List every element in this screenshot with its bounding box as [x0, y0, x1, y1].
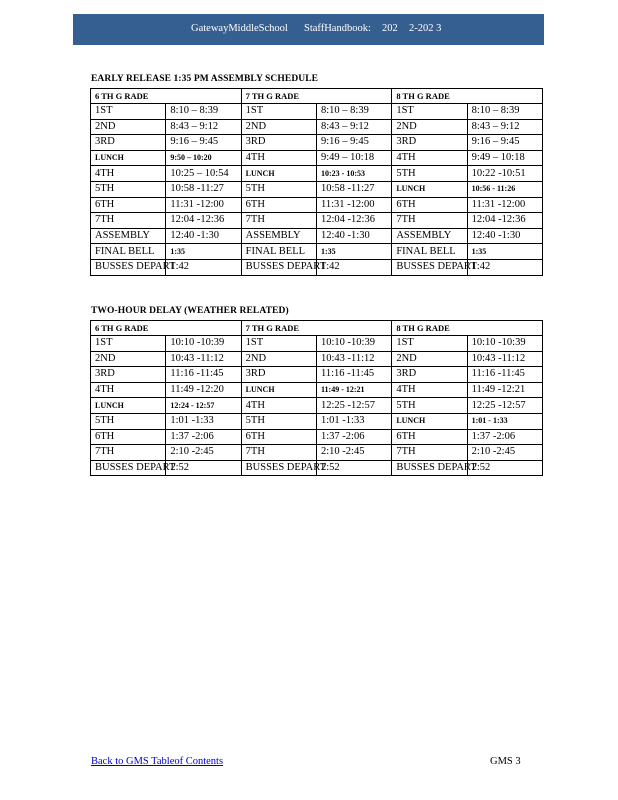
period-label: 1ST: [241, 104, 316, 120]
schedule-row: [91, 135, 543, 151]
period-time: 9:16 – 9:45: [316, 135, 391, 151]
schedule-row: [91, 445, 543, 461]
period-label: 5TH: [91, 181, 166, 197]
handbook-label: StaffHandbook:: [304, 23, 371, 34]
period-time: 9:49 – 10:18: [467, 150, 542, 166]
period-label: FINAL BELL: [241, 244, 316, 260]
period-time: 1:42: [467, 259, 542, 275]
schedule-row: [91, 213, 543, 229]
period-label: 2ND: [392, 119, 467, 135]
period-time: 10:43 -11:12: [467, 351, 542, 367]
period-label: 4TH: [241, 150, 316, 166]
period-time: 10:56 - 11:26: [467, 181, 542, 197]
period-label: 1ST: [91, 104, 166, 120]
period-time: 10:10 -10:39: [316, 336, 391, 352]
period-time: 10:43 -11:12: [316, 351, 391, 367]
schedule-row: [91, 351, 543, 367]
period-time: 1:37 -2:06: [467, 429, 542, 445]
period-label: BUSSES DEPART: [241, 259, 316, 275]
period-label: FINAL BELL: [91, 244, 166, 260]
period-time: 11:31 -12:00: [467, 197, 542, 213]
period-time: 11:49 -12:20: [166, 382, 241, 398]
period-time: 11:49 - 12:21: [316, 382, 391, 398]
period-label: 1ST: [241, 336, 316, 352]
period-label: 7TH: [91, 213, 166, 229]
period-label: 2ND: [392, 351, 467, 367]
period-time: 1:42: [166, 259, 241, 275]
period-time: 10:25 – 10:54: [166, 166, 241, 182]
schedule-row: [91, 197, 543, 213]
schedule-row: [91, 336, 543, 352]
period-time: 8:10 – 8:39: [166, 104, 241, 120]
period-label: LUNCH: [91, 150, 166, 166]
year-part-a: 202: [382, 23, 398, 34]
period-label: BUSSES DEPART: [241, 460, 316, 476]
period-time: 1:01 -1:33: [166, 413, 241, 429]
period-time: 12:40 -1:30: [467, 228, 542, 244]
period-label: LUNCH: [392, 181, 467, 197]
early-release-title: EARLY RELEASE 1:35 PM ASSEMBLY SCHEDULE: [91, 74, 319, 84]
period-label: 6TH: [91, 197, 166, 213]
period-label: 2ND: [91, 119, 166, 135]
period-time: 10:23 - 10:53: [316, 166, 391, 182]
period-label: LUNCH: [91, 398, 166, 414]
period-label: 5TH: [392, 398, 467, 414]
schedule-row: [91, 398, 543, 414]
grade-header: 7 TH G RADE: [241, 89, 392, 104]
page-header-bar: [73, 14, 544, 45]
period-label: 5TH: [91, 413, 166, 429]
period-time: 11:16 -11:45: [166, 367, 241, 383]
period-label: ASSEMBLY: [241, 228, 316, 244]
period-time: 9:16 – 9:45: [166, 135, 241, 151]
period-label: 3RD: [241, 135, 316, 151]
period-label: 3RD: [392, 135, 467, 151]
schedule-row: [91, 460, 543, 476]
period-label: 1ST: [91, 336, 166, 352]
schedule-row: [91, 104, 543, 120]
period-label: 3RD: [392, 367, 467, 383]
schedule-row: [91, 382, 543, 398]
two-hour-delay-title: TWO-HOUR DELAY (WEATHER RELATED): [91, 306, 289, 316]
period-time: 12:25 -12:57: [316, 398, 391, 414]
schedule-row: [91, 166, 543, 182]
period-label: ASSEMBLY: [392, 228, 467, 244]
period-label: 4TH: [392, 382, 467, 398]
period-time: 12:24 - 12:57: [166, 398, 241, 414]
schedule-row: [91, 181, 543, 197]
period-label: 3RD: [241, 367, 316, 383]
period-time: 12:40 -1:30: [316, 228, 391, 244]
period-time: 11:16 -11:45: [316, 367, 391, 383]
schedule-row: [91, 119, 543, 135]
period-label: BUSSES DEPART: [392, 460, 467, 476]
period-time: 12:25 -12:57: [467, 398, 542, 414]
period-time: 10:10 -10:39: [467, 336, 542, 352]
period-time: 9:50 – 10:20: [166, 150, 241, 166]
period-time: 1:35: [467, 244, 542, 260]
period-time: 1:35: [166, 244, 241, 260]
period-label: 4TH: [91, 382, 166, 398]
period-time: 1:42: [316, 259, 391, 275]
period-label: BUSSES DEPART: [392, 259, 467, 275]
schedule-row: [91, 367, 543, 383]
school-name: GatewayMiddleSchool: [191, 23, 288, 34]
grade-header: 7 TH G RADE: [241, 321, 392, 336]
period-label: 4TH: [241, 398, 316, 414]
period-time: 9:49 – 10:18: [316, 150, 391, 166]
period-label: 7TH: [91, 445, 166, 461]
two-hour-delay-table: [90, 320, 543, 476]
period-label: 7TH: [392, 213, 467, 229]
period-label: LUNCH: [241, 166, 316, 182]
period-label: 1ST: [392, 336, 467, 352]
period-time: 11:16 -11:45: [467, 367, 542, 383]
period-time: 8:43 – 9:12: [316, 119, 391, 135]
period-label: 7TH: [241, 213, 316, 229]
period-label: LUNCH: [241, 382, 316, 398]
period-time: 11:49 -12:21: [467, 382, 542, 398]
period-label: FINAL BELL: [392, 244, 467, 260]
period-time: 9:16 – 9:45: [467, 135, 542, 151]
period-label: BUSSES DEPART: [91, 259, 166, 275]
period-label: 2ND: [241, 119, 316, 135]
period-time: 1:01 -1:33: [316, 413, 391, 429]
schedule-row: [91, 228, 543, 244]
period-label: 6TH: [241, 429, 316, 445]
grade-header-row: [91, 321, 543, 336]
year-part-b: 2-202 3: [409, 23, 442, 34]
period-time: 8:10 – 8:39: [467, 104, 542, 120]
period-label: 6TH: [392, 197, 467, 213]
period-label: 3RD: [91, 135, 166, 151]
period-time: 8:43 – 9:12: [467, 119, 542, 135]
schedule-row: [91, 244, 543, 260]
period-time: 10:10 -10:39: [166, 336, 241, 352]
grade-header: 8 TH G RADE: [392, 89, 543, 104]
period-time: 12:04 -12:36: [467, 213, 542, 229]
period-time: 1:35: [316, 244, 391, 260]
period-time: 1:37 -2:06: [316, 429, 391, 445]
period-time: 10:22 -10:51: [467, 166, 542, 182]
schedule-row: [91, 413, 543, 429]
period-time: 2:52: [166, 460, 241, 476]
grade-header: 6 TH G RADE: [91, 321, 242, 336]
period-time: 12:40 -1:30: [166, 228, 241, 244]
period-label: 6TH: [392, 429, 467, 445]
period-time: 12:04 -12:36: [166, 213, 241, 229]
schedule-row: [91, 150, 543, 166]
period-time: 2:52: [467, 460, 542, 476]
period-time: 2:52: [316, 460, 391, 476]
period-time: 2:10 -2:45: [467, 445, 542, 461]
period-label: ASSEMBLY: [91, 228, 166, 244]
period-label: 1ST: [392, 104, 467, 120]
period-label: LUNCH: [392, 413, 467, 429]
period-time: 2:10 -2:45: [166, 445, 241, 461]
period-label: 4TH: [392, 150, 467, 166]
period-time: 11:31 -12:00: [316, 197, 391, 213]
period-label: BUSSES DEPART: [91, 460, 166, 476]
period-label: 5TH: [241, 181, 316, 197]
grade-header: 8 TH G RADE: [392, 321, 543, 336]
schedule-row: [91, 429, 543, 445]
period-label: 6TH: [241, 197, 316, 213]
period-label: 5TH: [241, 413, 316, 429]
early-release-table: [90, 88, 543, 276]
period-time: 1:01 - 1:33: [467, 413, 542, 429]
period-time: 10:43 -11:12: [166, 351, 241, 367]
page-number: GMS 3: [490, 756, 521, 767]
period-label: 4TH: [91, 166, 166, 182]
toc-link[interactable]: Back to GMS Tableof Contents: [91, 756, 224, 767]
period-time: 8:43 – 9:12: [166, 119, 241, 135]
period-label: 2ND: [91, 351, 166, 367]
period-label: 7TH: [241, 445, 316, 461]
period-time: 8:10 – 8:39: [316, 104, 391, 120]
period-time: 10:58 -11:27: [166, 181, 241, 197]
period-time: 10:58 -11:27: [316, 181, 391, 197]
period-time: 2:10 -2:45: [316, 445, 391, 461]
period-label: 5TH: [392, 166, 467, 182]
period-label: 7TH: [392, 445, 467, 461]
grade-header-row: [91, 89, 543, 104]
period-time: 11:31 -12:00: [166, 197, 241, 213]
period-label: 3RD: [91, 367, 166, 383]
period-label: 6TH: [91, 429, 166, 445]
period-time: 12:04 -12:36: [316, 213, 391, 229]
period-label: 2ND: [241, 351, 316, 367]
period-time: 1:37 -2:06: [166, 429, 241, 445]
schedule-row: [91, 259, 543, 275]
grade-header: 6 TH G RADE: [91, 89, 242, 104]
